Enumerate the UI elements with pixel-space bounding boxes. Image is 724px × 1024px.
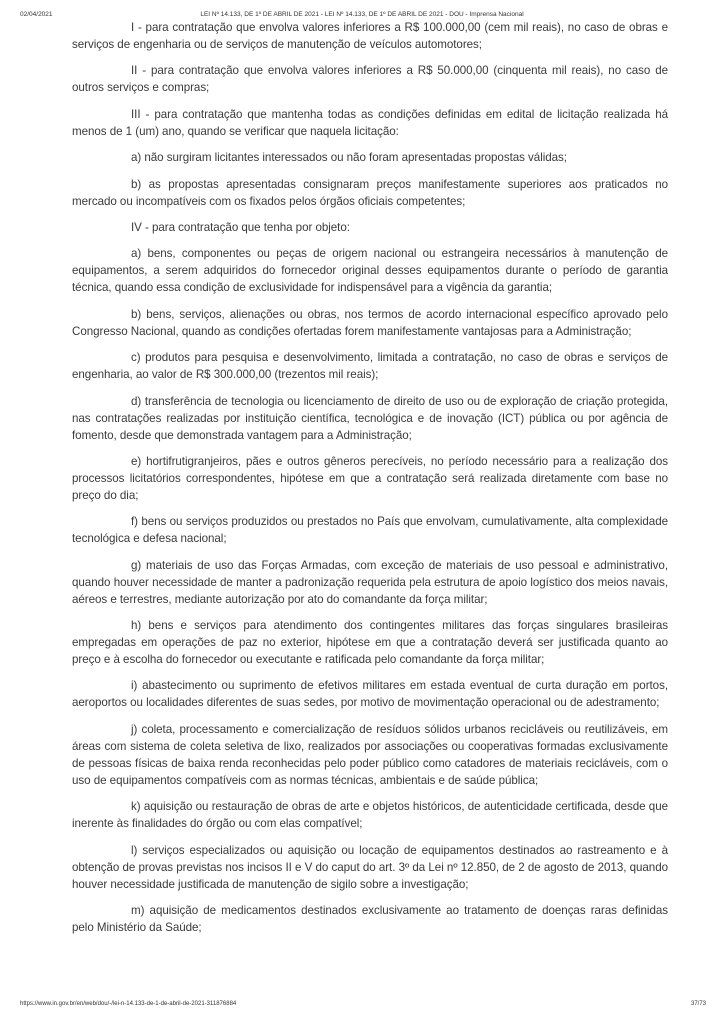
paragraph-inciso-iv-k: k) aquisição ou restauração de obras de arte e objetos históricos, de autenticidade certificada, desde que inerente às finalidades do órgão ou com elas compatível; bbox=[72, 800, 668, 831]
paragraph-inciso-iii-b: b) as propostas apresentadas consignaram preços manifestamente superiores aos praticados no mercado ou incompatíveis com os fixados pelos órgãos oficiais competentes; bbox=[72, 177, 668, 208]
paragraph-inciso-iv-g: g) materiais de uso das Forças Armadas, com exceção de materiais de uso pessoal e administrativo, quando houver necessidade de manter a padronização requerida pela estrutura de apoio logístico dos meios navais, aéreos e terrestres, mediante autorização por ato do comandante da força militar; bbox=[72, 558, 668, 606]
print-date: 02/04/2021 bbox=[20, 11, 53, 18]
paragraph-inciso-iv-h: h) bens e serviços para atendimento dos contingentes militares das forças singulares brasileiras empregadas em operações de paz no exterior, hipótese em que a contratação deverá ser justificada quanto ao preço e à escolha do fornecedor ou executante e ratificada pelo comandante da força militar; bbox=[72, 619, 668, 667]
paragraph-inciso-iv-l: l) serviços especializados ou aquisição ou locação de equipamentos destinados ao rastreamento e à obtenção de provas previstas nos incisos II e V do caput do art. 3º da Lei nº 12.850, de 2 de agosto de 2013, quando houver necessidade justificada de manutenção de sigilo sobre a investigação; bbox=[72, 843, 668, 891]
paragraph-inciso-iii-a: a) não surgiram licitantes interessados ou não foram apresentadas propostas válidas; bbox=[131, 151, 567, 165]
paragraph-inciso-iv-m: m) aquisição de medicamentos destinados exclusivamente ao tratamento de doenças raras definidas pelo Ministério da Saúde; bbox=[72, 904, 668, 935]
print-header-title: LEI Nº 14.133, DE 1º DE ABRIL DE 2021 - LEI Nº 14.133, DE 1º DE ABRIL DE 2021 - DOU - Imprensa Nacional bbox=[200, 11, 524, 18]
paragraph-inciso-iv-e: e) hortifrutigranjeiros, pães e outros gêneros perecíveis, no período necessário para a realização dos processos licitatórios correspondentes, hipótese em que a contratação será realizada diretamente com base no preço do dia; bbox=[72, 454, 668, 502]
law-text-body bbox=[72, 19, 668, 945]
paragraph-inciso-iv: IV - para contratação que tenha por objeto: bbox=[131, 220, 350, 234]
paragraph-inciso-iv-i: i) abastecimento ou suprimento de efetivos militares em estada eventual de curta duração em portos, aeroportos ou localidades diferentes de suas sedes, por motivo de movimentação operacional ou de adestramento; bbox=[72, 679, 668, 710]
paragraph-inciso-iv-a: a) bens, componentes ou peças de origem nacional ou estrangeira necessários à manutenção de equipamentos, a serem adquiridos do fornecedor original desses equipamentos durante o período de garantia técnica, quando essa condição de exclusividade for indispensável para a vigência da garantia; bbox=[72, 247, 668, 295]
paragraph-inciso-iv-c: c) produtos para pesquisa e desenvolvimento, limitada a contratação, no caso de obras e serviços de engenharia, ao valor de R$ 300.000,00 (trezentos mil reais); bbox=[72, 351, 668, 382]
paragraph-inciso-iii: III - para contratação que mantenha todas as condições definidas em edital de licitação realizada há menos de 1 (um) ano, quando se verificar que naquela licitação: bbox=[72, 107, 668, 138]
paragraph-inciso-iv-b: b) bens, serviços, alienações ou obras, nos termos de acordo internacional específico aprovado pelo Congresso Nacional, quando as condições ofertadas forem manifestamente vantajosas para a Administração; bbox=[72, 307, 668, 338]
paragraph-inciso-ii: II - para contratação que envolva valores inferiores a R$ 50.000,00 (cinquenta mil reais), no caso de outros serviços e compras; bbox=[72, 64, 668, 95]
paragraph-inciso-iv-j: j) coleta, processamento e comercialização de resíduos sólidos urbanos recicláveis ou reutilizáveis, em áreas com sistema de coleta seletiva de lixo, realizados por associações ou cooperativas formadas exclusivamente de pessoas físicas de baixa renda reconhecidas pelo poder público como catadores de materiais recicláveis, com o uso de equipamentos compatíveis com as normas técnicas, ambientais e de saúde pública; bbox=[72, 722, 668, 787]
paragraph-inciso-i: I - para contratação que envolva valores inferiores a R$ 100.000,00 (cem mil reais), no caso de obras e serviços de engenharia ou de serviços de manutenção de veículos automotores; bbox=[72, 21, 668, 51]
footer-source-url-link[interactable]: https://www.in.gov.br/en/web/dou/-/lei-n-14.133-de-1-de-abril-de-2021-311876884 bbox=[20, 1001, 237, 1007]
page-number: 37/73 bbox=[690, 1001, 706, 1007]
paragraph-inciso-iv-d: d) transferência de tecnologia ou licenciamento de direito de uso ou de exploração de criação protegida, nas contratações realizadas por instituição científica, tecnológica e de inovação (ICT) pública ou por agência de fomento, desde que demonstrada vantagem para a Administração; bbox=[72, 394, 668, 442]
paragraph-inciso-iv-f: f) bens ou serviços produzidos ou prestados no País que envolvam, cumulativamente, alta complexidade tecnológica e defesa nacional; bbox=[72, 515, 668, 546]
